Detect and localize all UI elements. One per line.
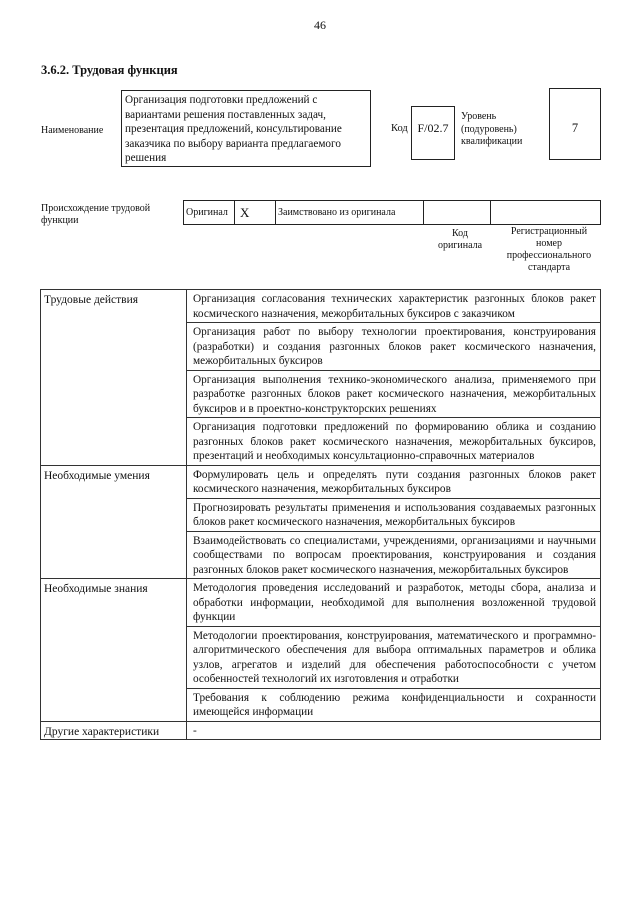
qualification-level-label: Уровень (подуровень) квалификации — [461, 111, 523, 147]
item-cell: - — [187, 721, 601, 740]
page-number: 46 — [314, 18, 326, 32]
item-cell: Организация согласования технических характеристик разгонных блоков ракет космического назначения, межорбитальных буксиров с заказчиком — [187, 290, 601, 323]
category-cell: Необходимые знания — [41, 579, 187, 722]
original-mark: X — [235, 201, 276, 225]
category-cell: Трудовые действия — [41, 290, 187, 466]
item-cell: Организация выполнения технико-экономического анализа, применяемого при разработке разгонных блоков ракет космического назначения, межорбитальных буксиров и в проектно-конструкторских решениях — [187, 370, 601, 418]
code-original-cell — [424, 201, 491, 225]
reg-number-caption: Регистрационный номер профессионального стандарта — [506, 226, 592, 273]
section-title: 3.6.2. Трудовая функция — [41, 63, 178, 77]
function-name-box: Организация подготовки предложений с вариантами решения поставленных задач, презентация предложений, консультирование заказчика по выбору варианта предлагаемого решения — [121, 90, 371, 167]
item-cell: Формулировать цель и определять пути создания разгонных блоков ракет космического назначения, межорбитальных буксиров — [187, 465, 601, 498]
original-label: Оригинал — [184, 201, 235, 225]
code-original-caption: Код оригинала — [437, 228, 483, 251]
table-row — [41, 465, 601, 498]
code-label: Код — [391, 123, 408, 134]
qualification-level-box: 7 — [549, 88, 601, 160]
item-cell: Организация работ по выбору технологии проектирования, конструирования (разработки) и создания разгонных блоков ракет космического назначения, межорбитальных буксиров — [187, 323, 601, 371]
function-details-table — [40, 289, 601, 740]
item-cell: Требования к соблюдению режима конфиденциальности и сохранности имеющейся информации — [187, 688, 601, 721]
borrowed-label: Заимствовано из оригинала — [276, 201, 424, 225]
item-cell: Взаимодействовать со специалистами, учреждениями, организациями и научными сообществами по вопросам проектирования, конструирования и создания разгонных блоков ракет космического назначения, межорбитальных буксиров — [187, 531, 601, 579]
code-box: F/02.7 — [411, 106, 455, 160]
item-cell: Методологии проектирования, конструирования, математического и программно-алгоритмического обеспечения для выбора оптимальных параметров и облика узлов, агрегатов и изделий для обеспечения работоспособности с учетом особенностей технологий их изготовления и отработки — [187, 626, 601, 688]
category-cell: Необходимые умения — [41, 465, 187, 579]
table-row — [41, 579, 601, 627]
table-row — [41, 290, 601, 323]
item-cell: Организация подготовки предложений по формированию облика и созданию разгонных блоков ракет космического назначения, межорбитальных буксиров, презентаций и необходимых консультационно-справочных материалов — [187, 418, 601, 466]
item-cell: Методология проведения исследований и разработок, методы сбора, анализа и обработки информации, необходимой для выполнения возложенной трудовой функции — [187, 579, 601, 627]
item-cell: Прогнозировать результаты применения и использования создаваемых разгонных блоков ракет космического назначения, межорбитальных буксиров — [187, 498, 601, 531]
name-label: Наименование — [41, 125, 104, 136]
origin-table — [183, 200, 601, 225]
table-row — [41, 721, 601, 740]
category-cell: Другие характеристики — [41, 721, 187, 740]
origin-label: Происхождение трудовой функции — [41, 203, 151, 226]
reg-number-cell — [491, 201, 601, 225]
